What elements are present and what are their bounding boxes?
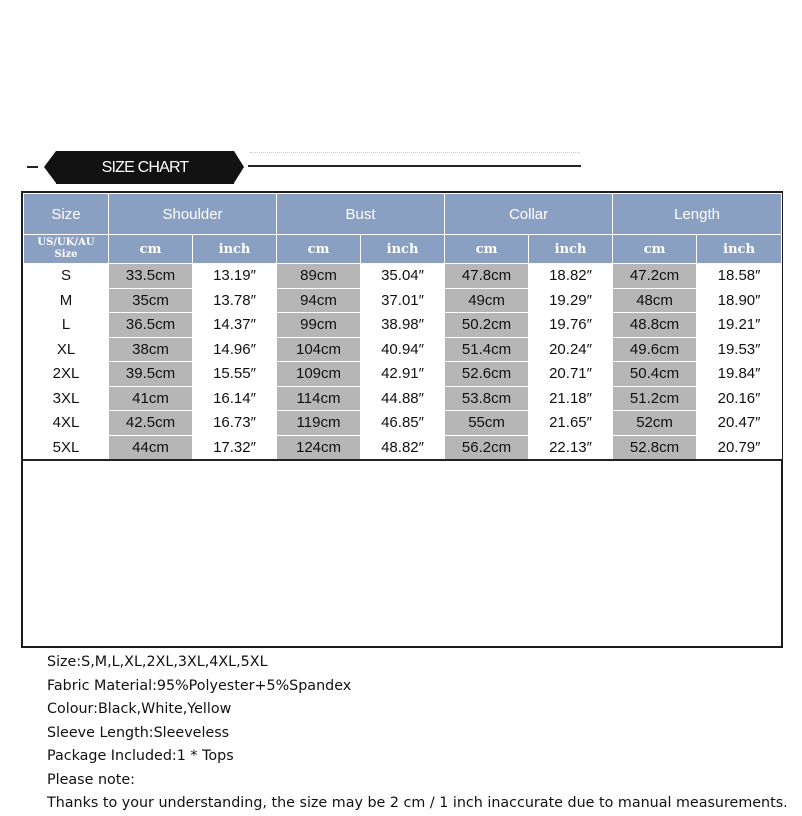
cm-cell: 42.5cm bbox=[109, 411, 193, 436]
cm-cell: 56.2cm bbox=[445, 435, 529, 460]
cm-cell: 109cm bbox=[277, 362, 361, 387]
cm-cell: 53.8cm bbox=[445, 386, 529, 411]
inch-cell: 18.82″ bbox=[529, 264, 613, 289]
table-row bbox=[24, 435, 782, 460]
inch-cell: 21.18″ bbox=[529, 386, 613, 411]
cm-cell: 52.8cm bbox=[613, 435, 697, 460]
inch-cell: 15.55″ bbox=[193, 362, 277, 387]
inch-cell: 16.14″ bbox=[193, 386, 277, 411]
unit-cm: cm bbox=[613, 235, 697, 264]
table-row bbox=[24, 386, 782, 411]
cm-cell: 99cm bbox=[277, 313, 361, 338]
size-cell: 2XL bbox=[24, 362, 109, 387]
inch-cell: 18.58″ bbox=[697, 264, 782, 289]
size-cell: XL bbox=[24, 337, 109, 362]
inch-cell: 19.53″ bbox=[697, 337, 782, 362]
cm-cell: 55cm bbox=[445, 411, 529, 436]
note-line: Size:S,M,L,XL,2XL,3XL,4XL,5XL bbox=[47, 654, 268, 670]
cm-cell: 36.5cm bbox=[109, 313, 193, 338]
inch-cell: 16.73″ bbox=[193, 411, 277, 436]
size-chart-title: SIZE CHART bbox=[101, 158, 189, 176]
header-size: Size bbox=[24, 194, 109, 235]
table-row bbox=[24, 288, 782, 313]
note-line: Package Included:1 * Tops bbox=[47, 748, 234, 764]
inch-cell: 14.96″ bbox=[193, 337, 277, 362]
cm-cell: 114cm bbox=[277, 386, 361, 411]
table-row bbox=[24, 313, 782, 338]
header-shoulder: Shoulder bbox=[109, 194, 277, 235]
note-line: Please note: bbox=[47, 771, 135, 788]
cm-cell: 50.4cm bbox=[613, 362, 697, 387]
cm-cell: 104cm bbox=[277, 337, 361, 362]
cm-cell: 38cm bbox=[109, 337, 193, 362]
inch-cell: 21.65″ bbox=[529, 411, 613, 436]
inch-cell: 13.19″ bbox=[193, 264, 277, 289]
cm-cell: 51.4cm bbox=[445, 337, 529, 362]
header-bust: Bust bbox=[277, 194, 445, 235]
cm-cell: 119cm bbox=[277, 411, 361, 436]
unit-cm: cm bbox=[445, 235, 529, 264]
table-row bbox=[24, 411, 782, 436]
cm-cell: 51.2cm bbox=[613, 386, 697, 411]
inch-cell: 14.37″ bbox=[193, 313, 277, 338]
unit-header-row bbox=[24, 235, 782, 264]
inch-cell: 40.94″ bbox=[361, 337, 445, 362]
cm-cell: 47.2cm bbox=[613, 264, 697, 289]
banner-dotted-guide bbox=[250, 152, 580, 153]
size-table-body bbox=[24, 264, 782, 461]
unit-inch: inch bbox=[361, 235, 445, 264]
note-line: Sleeve Length:Sleeveless bbox=[47, 724, 230, 741]
cm-cell: 94cm bbox=[277, 288, 361, 313]
inch-cell: 20.71″ bbox=[529, 362, 613, 387]
inch-cell: 22.13″ bbox=[529, 435, 613, 460]
size-cell: L bbox=[24, 313, 109, 338]
inch-cell: 18.90″ bbox=[697, 288, 782, 313]
size-cell: 3XL bbox=[24, 386, 109, 411]
cm-cell: 44cm bbox=[109, 435, 193, 460]
size-cell: M bbox=[24, 288, 109, 313]
inch-cell: 44.88″ bbox=[361, 386, 445, 411]
unit-cm: cm bbox=[109, 235, 193, 264]
header-length: Length bbox=[613, 194, 782, 235]
inch-cell: 19.84″ bbox=[697, 362, 782, 387]
inch-cell: 20.24″ bbox=[529, 337, 613, 362]
cm-cell: 48cm bbox=[613, 288, 697, 313]
inch-cell: 42.91″ bbox=[361, 362, 445, 387]
table-row bbox=[24, 337, 782, 362]
size-chart-banner bbox=[56, 151, 234, 184]
product-notes bbox=[47, 651, 802, 816]
inch-cell: 37.01″ bbox=[361, 288, 445, 313]
size-chart-frame bbox=[21, 191, 788, 811]
cm-cell: 41cm bbox=[109, 386, 193, 411]
cm-cell: 49.6cm bbox=[613, 337, 697, 362]
unit-cm: cm bbox=[277, 235, 361, 264]
unit-inch: inch bbox=[697, 235, 782, 264]
size-table bbox=[23, 193, 782, 461]
note-line: Thanks to your understanding, the size may be 2 cm / 1 inch inaccurate due to manual measurements. bbox=[47, 795, 788, 811]
inch-cell: 17.32″ bbox=[193, 435, 277, 460]
inch-cell: 19.76″ bbox=[529, 313, 613, 338]
region-sublabel: Size bbox=[54, 249, 78, 260]
header-region-size bbox=[24, 235, 109, 264]
cm-cell: 124cm bbox=[277, 435, 361, 460]
group-header-row bbox=[24, 194, 782, 235]
banner-left-dash bbox=[27, 166, 38, 168]
inch-cell: 20.47″ bbox=[697, 411, 782, 436]
inch-cell: 19.21″ bbox=[697, 313, 782, 338]
cm-cell: 52cm bbox=[613, 411, 697, 436]
unit-inch: inch bbox=[529, 235, 613, 264]
table-row bbox=[24, 362, 782, 387]
inch-cell: 35.04″ bbox=[361, 264, 445, 289]
cm-cell: 47.8cm bbox=[445, 264, 529, 289]
inch-cell: 20.16″ bbox=[697, 386, 782, 411]
region-label: US/UK/AU bbox=[37, 237, 95, 248]
banner-rule-line bbox=[248, 165, 581, 167]
note-line: Fabric Material:95%Polyester+5%Spandex bbox=[47, 677, 352, 694]
inch-cell: 46.85″ bbox=[361, 411, 445, 436]
cm-cell: 52.6cm bbox=[445, 362, 529, 387]
cm-cell: 48.8cm bbox=[613, 313, 697, 338]
header-collar: Collar bbox=[445, 194, 613, 235]
size-cell: 4XL bbox=[24, 411, 109, 436]
inch-cell: 19.29″ bbox=[529, 288, 613, 313]
size-cell: 5XL bbox=[24, 435, 109, 460]
inch-cell: 13.78″ bbox=[193, 288, 277, 313]
cm-cell: 33.5cm bbox=[109, 264, 193, 289]
cm-cell: 50.2cm bbox=[445, 313, 529, 338]
cm-cell: 89cm bbox=[277, 264, 361, 289]
cm-cell: 39.5cm bbox=[109, 362, 193, 387]
inch-cell: 20.79″ bbox=[697, 435, 782, 460]
cm-cell: 49cm bbox=[445, 288, 529, 313]
note-line: Colour:Black,White,Yellow bbox=[47, 701, 232, 717]
size-cell: S bbox=[24, 264, 109, 289]
cm-cell: 35cm bbox=[109, 288, 193, 313]
inch-cell: 48.82″ bbox=[361, 435, 445, 460]
inch-cell: 38.98″ bbox=[361, 313, 445, 338]
unit-inch: inch bbox=[193, 235, 277, 264]
table-row bbox=[24, 264, 782, 289]
